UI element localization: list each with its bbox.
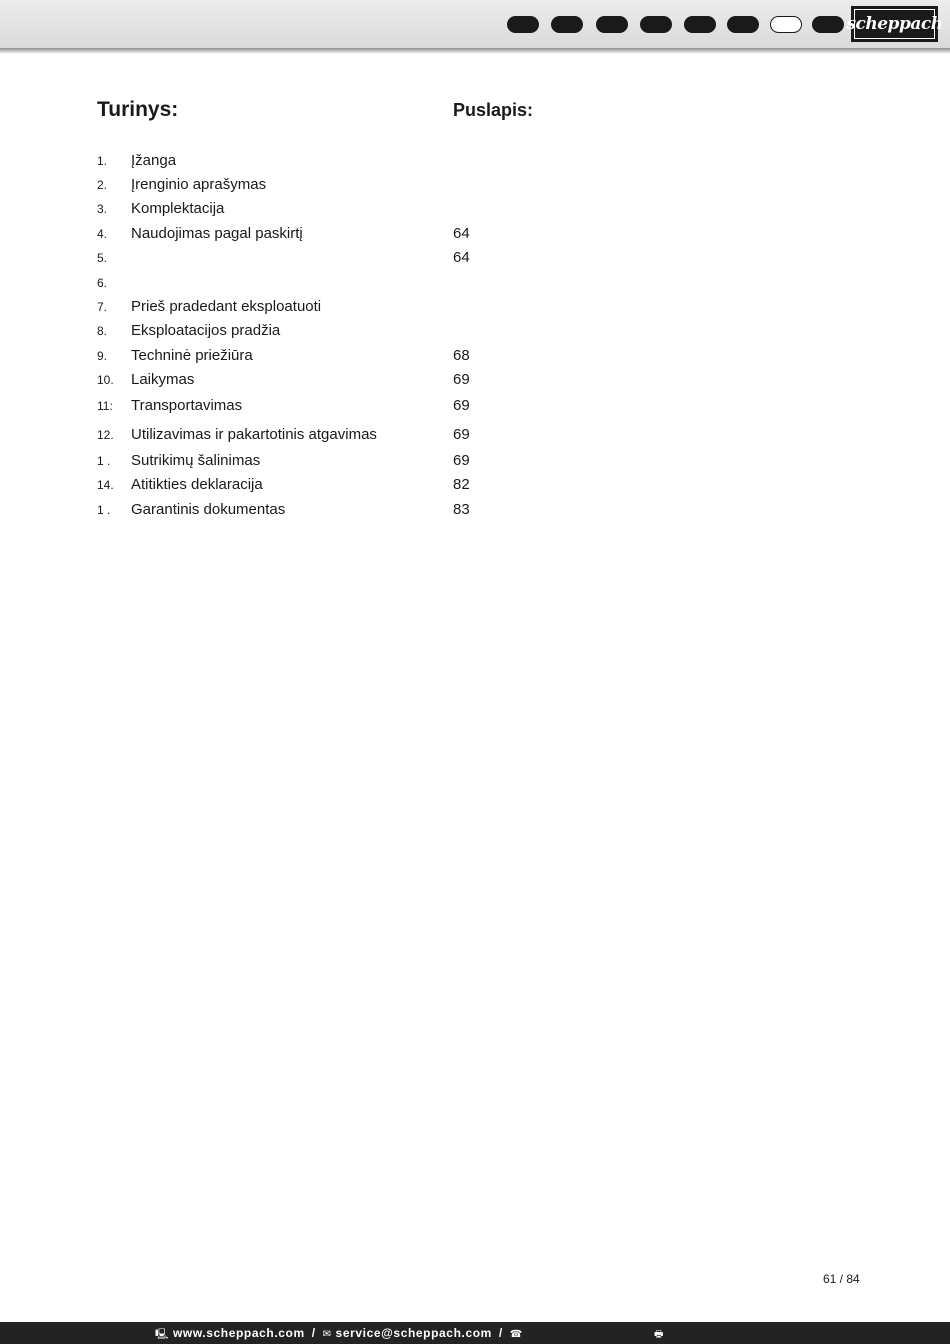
phone-icon: ☎ (509, 1329, 523, 1340)
lang-pill-2[interactable] (551, 16, 583, 33)
toc-item-number: 11: (97, 399, 113, 413)
toc-item-number: 7. (97, 300, 108, 314)
toc-item-label: Įžanga (131, 152, 177, 169)
page-column-title: Puslapis: (453, 100, 534, 120)
toc-item-number: 4. (97, 227, 108, 241)
fax-icon: 🖶 (654, 1329, 664, 1340)
toc-item (97, 274, 517, 296)
toc-item-number: 12. (97, 428, 114, 442)
toc-item-number: 14. (97, 478, 114, 492)
toc-item-label: Atitikties deklaracija (131, 476, 263, 493)
toc-item-label: Utilizavimas ir pakartotinis atgavimas (131, 426, 377, 443)
toc-item-number: 1 . (97, 454, 111, 468)
footer-email-link[interactable]: service@scheppach.com (335, 1326, 492, 1340)
toc-item-number: 2. (97, 178, 108, 192)
mail-icon: ✉ (322, 1329, 332, 1340)
computer-icon: 🖳 (155, 1329, 169, 1340)
logo-text: scheppach (846, 14, 943, 34)
toc-item-number: 10. (97, 373, 114, 387)
footer-contact (155, 1326, 527, 1344)
toc-item (97, 298, 517, 320)
footer-separator: / (311, 1326, 316, 1340)
toc-item-number: 6. (97, 276, 108, 290)
toc-item-page: 69 (453, 397, 470, 414)
toc-item-label: Įrenginio aprašymas (131, 176, 267, 193)
toc-item-label: Laikymas (131, 371, 195, 388)
toc-item-page: 69 (453, 426, 470, 443)
toc-item (97, 371, 517, 393)
toc-item (97, 200, 517, 222)
header-bar (0, 0, 950, 48)
lang-pill-7[interactable] (770, 16, 802, 33)
toc-item-number: 5. (97, 251, 108, 265)
toc-item-page: 64 (453, 225, 470, 242)
toc-item-number: 3. (97, 202, 108, 216)
toc-item (97, 501, 517, 523)
logo-frame (846, 9, 943, 39)
toc-item-label: Techninė priežiūra (131, 347, 253, 364)
footer-web-link[interactable]: www.scheppach.com (172, 1326, 305, 1340)
header-shadow (0, 48, 950, 54)
footer-bar (0, 1322, 950, 1344)
toc-title: Turinys: (97, 98, 179, 121)
toc-item-label: Transportavimas (131, 397, 243, 414)
toc-item-number: 9. (97, 349, 108, 363)
toc-item (97, 426, 517, 448)
toc-item (97, 347, 517, 369)
toc-item-page: 69 (453, 371, 470, 388)
toc-item (97, 176, 517, 198)
lang-pill-1[interactable] (507, 16, 539, 33)
lang-pill-8[interactable] (812, 16, 844, 33)
brand-logo (846, 6, 943, 42)
toc-item (97, 397, 517, 419)
toc-item-label: Prieš pradedant eksploatuoti (131, 298, 322, 315)
toc-item (97, 322, 517, 344)
toc-item-number: 1. (97, 154, 108, 168)
toc-item-page: 69 (453, 452, 470, 469)
toc-item-page: 64 (453, 249, 470, 266)
toc-item (97, 476, 517, 498)
toc-item-label: Eksploatacijos pradžia (131, 322, 281, 339)
toc-item-number: 1 . (97, 503, 111, 517)
toc-item-label: Garantinis dokumentas (131, 501, 286, 518)
toc-item (97, 225, 517, 247)
toc-item (97, 249, 517, 271)
toc-item-page: 83 (453, 501, 470, 518)
lang-pill-6[interactable] (727, 16, 759, 33)
toc-item-page: 82 (453, 476, 470, 493)
lang-pill-4[interactable] (640, 16, 672, 33)
toc-item-number: 8. (97, 324, 108, 338)
lang-pill-5[interactable] (684, 16, 716, 33)
toc-item-label: Naudojimas pagal paskirtį (131, 225, 303, 242)
page-number: 61 / 84 (823, 1272, 860, 1286)
toc-item-label: Sutrikimų šalinimas (131, 452, 261, 469)
toc-item-page: 68 (453, 347, 470, 364)
lang-pill-3[interactable] (596, 16, 628, 33)
footer-separator: / (498, 1326, 503, 1340)
toc-item (97, 452, 517, 474)
toc-item (97, 152, 517, 174)
toc-item-label: Komplektacija (131, 200, 225, 217)
